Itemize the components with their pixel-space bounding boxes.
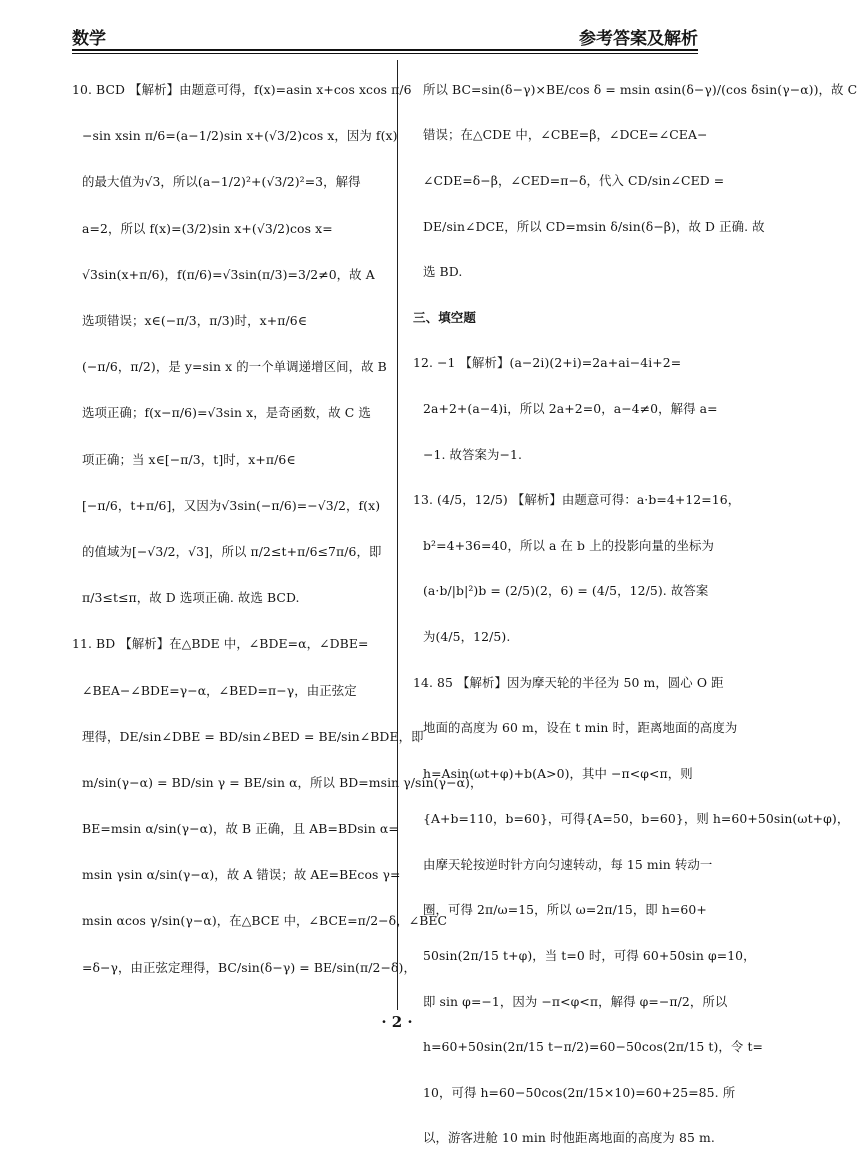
text-line: 圈，可得 2π/ω=15，所以 ω=2π/15，即 h=60+	[423, 902, 707, 918]
text-line: 的最大值为√3，所以(a−1/2)²+(√3/2)²=3，解得	[82, 174, 361, 190]
text-line: BE=msin α/sin(γ−α)，故 B 正确，且 AB=BDsin α=	[82, 821, 399, 837]
text-line: [−π/6，t+π/6]，又因为√3sin(−π/6)=−√3/2，f(x)	[82, 497, 381, 513]
text-line: a=2，所以 f(x)=(3/2)sin x+(√3/2)cos x=	[82, 220, 333, 236]
text-line: ∠CDE=δ−β，∠CED=π−δ，代入 CD/sin∠CED =	[423, 172, 725, 188]
text-line: 为(4/5，12/5).	[423, 628, 511, 644]
text-line: 10，可得 h=60−50cos(2π/15×10)=60+25=85. 所	[423, 1084, 736, 1100]
text-line: 以，游客进舱 10 min 时他距离地面的高度为 85 m.	[423, 1130, 715, 1146]
text-line: 错误；在△CDE 中，∠CBE=β，∠DCE=∠CEA−	[423, 127, 708, 143]
page-header	[72, 24, 698, 50]
text-line: msin αcos γ/sin(γ−α)，在△BCE 中，∠BCE=π/2−δ，∠BEC	[82, 913, 448, 929]
text-line: 选 BD.	[423, 264, 463, 280]
text-line: √3sin(x+π/6)，f(π/6)=√3sin(π/3)=3/2≠0，故 A	[82, 266, 375, 282]
text-line: 14. 85 【解析】因为摩天轮的半径为 50 m，圆心 O 距	[413, 674, 724, 690]
text-line: 50sin(2π/15 t+φ)，当 t=0 时，可得 60+50sin φ=10，	[423, 948, 756, 964]
text-line: −sin xsin π/6=(a−1/2)sin x+(√3/2)cos x，因为 f(x)	[82, 128, 398, 144]
text-line: (−π/6，π/2)，是 y=sin x 的一个单调递增区间，故 B	[82, 359, 387, 375]
page-number: · 2 ·	[381, 1013, 413, 1031]
text-line: (a·b/|b|²)b = (2/5)(2，6) = (4/5，12/5). 故答案	[423, 583, 709, 599]
text-line: 即 sin φ=−1，因为 −π<φ<π，解得 φ=−π/2，所以	[423, 993, 728, 1009]
text-line: 的值域为[−√3/2，√3]，所以 π/2≤t+π/6≤7π/6，即	[82, 543, 382, 559]
text-line: 选项错误；x∈(−π/3，π/3)时，x+π/6∈	[82, 313, 307, 329]
text-line: 项正确；当 x∈[−π/3，t]时，x+π/6∈	[82, 451, 296, 467]
text-line: 地面的高度为 60 m，设在 t min 时，距离地面的高度为	[423, 720, 738, 736]
section-title: 三、填空题	[413, 309, 477, 325]
right-column	[413, 66, 857, 1160]
text-line: 12. −1 【解析】(a−2i)(2+i)=2a+ai−4i+2=	[413, 355, 682, 371]
text-line: 所以 BC=sin(δ−γ)×BE/cos δ = msin αsin(δ−γ)/(cos δsin(γ−α))，故 C	[423, 81, 857, 97]
text-line: 由摩天轮按逆时针方向匀速转动，每 15 min 转动一	[423, 856, 713, 872]
text-line: h=60+50sin(2π/15 t−π/2)=60−50cos(2π/15 t)，令 t=	[423, 1039, 764, 1055]
text-line: 理得，DE/sin∠DBE = BD/sin∠BED = BE/sin∠BDE，即	[82, 728, 424, 744]
text-line: 2a+2+(a−4)i，所以 2a+2=0，a−4≠0，解得 a=	[423, 400, 718, 416]
header-title: 参考答案及解析	[579, 29, 698, 49]
text-line: m/sin(γ−α) = BD/sin γ = BE/sin α，所以 BD=msin γ/sin(γ−α)，	[82, 774, 483, 790]
header-rule-thin	[72, 53, 698, 54]
text-line: 选项正确；f(x−π/6)=√3sin x，是奇函数，故 C 选	[82, 405, 371, 421]
text-line: ∠BEA−∠BDE=γ−α，∠BED=π−γ，由正弦定	[82, 682, 357, 698]
text-line: −1. 故答案为−1.	[423, 446, 523, 462]
text-line: {A+b=110，b=60}，可得{A=50，b=60}，则 h=60+50sin(ωt+φ)，	[423, 811, 850, 827]
text-line: h=Asin(ωt+φ)+b(A>0)，其中 −π<φ<π，则	[423, 765, 693, 781]
text-line: 10. BCD 【解析】由题意可得，f(x)=asin x+cos xcos π/6	[72, 82, 412, 98]
text-line: =δ−γ，由正弦定理得，BC/sin(δ−γ) = BE/sin(π/2−δ)，	[82, 959, 416, 975]
header-rule	[72, 49, 698, 51]
text-line: msin γsin α/sin(γ−α)，故 A 错误；故 AE=BEcos γ=	[82, 867, 401, 883]
subject-label: 数学	[72, 29, 106, 49]
text-line: b²=4+36=40，所以 a 在 b 上的投影向量的坐标为	[423, 537, 715, 553]
text-line: π/3≤t≤π，故 D 选项正确. 故选 BCD.	[82, 590, 300, 606]
text-line: 13. (4/5，12/5) 【解析】由题意可得：a·b=4+12=16，	[413, 492, 741, 508]
text-line: DE/sin∠DCE，所以 CD=msin δ/sin(δ−β)，故 D 正确. 故	[423, 218, 765, 234]
text-line: 11. BD 【解析】在△BDE 中，∠BDE=α，∠DBE=	[72, 636, 369, 652]
